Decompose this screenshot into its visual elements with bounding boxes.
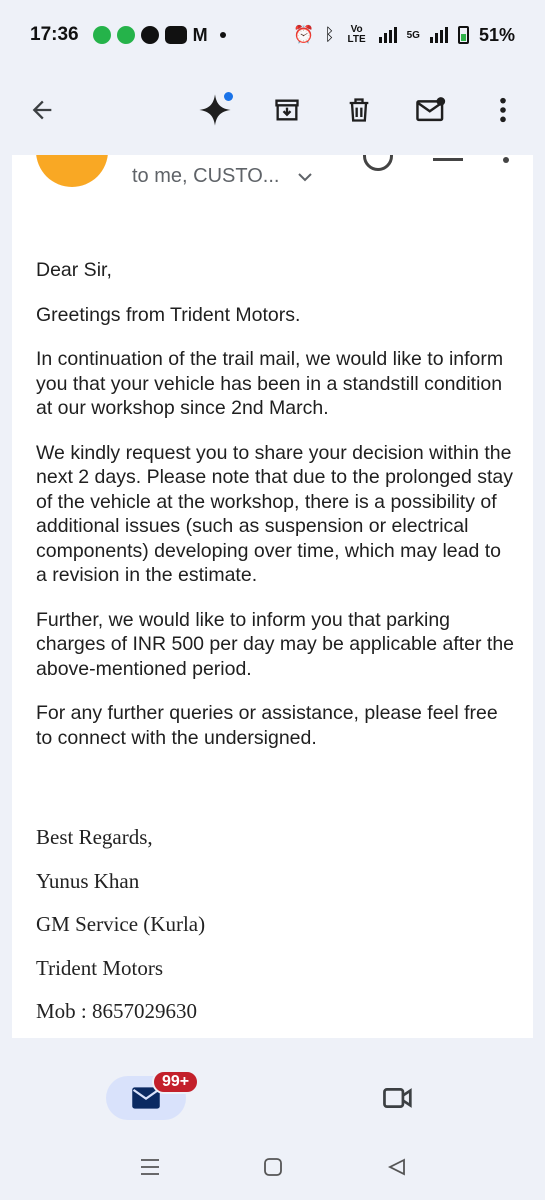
video-camera-icon — [382, 1085, 414, 1111]
bluetooth-icon: ᛒ — [324, 25, 335, 44]
status-time: 17:36 — [30, 24, 79, 45]
reply-icon[interactable] — [433, 155, 463, 161]
delete-icon — [345, 96, 373, 124]
status-bar — [0, 0, 545, 70]
signature-line: Mob : 8657029630 — [36, 999, 198, 1023]
gmail-icon: M — [192, 24, 208, 45]
header-actions-partial — [363, 155, 509, 171]
back-triangle-icon — [387, 1157, 407, 1177]
system-navigation — [0, 1145, 545, 1190]
notification-icons — [93, 25, 226, 46]
more-notifications-dot-icon — [220, 32, 226, 38]
gemini-button[interactable] — [197, 92, 233, 128]
more-options-button[interactable] — [485, 92, 521, 128]
body-paragraph: Dear Sir, — [36, 259, 112, 281]
whatsapp-icon — [93, 26, 111, 44]
status-right — [293, 25, 515, 46]
sender-avatar[interactable] — [36, 155, 108, 187]
network-type: 5G — [406, 29, 420, 41]
battery-percent: 51% — [478, 24, 515, 45]
recent-apps-button[interactable] — [136, 1153, 164, 1181]
mark-unread-button[interactable] — [413, 92, 449, 128]
unread-count-badge: 99+ — [152, 1070, 199, 1094]
body-paragraph: For any further queries or assistance, please feel free to connect with the undersigned. — [36, 702, 498, 749]
mark-unread-icon — [415, 96, 447, 124]
alarm-icon: ⏰ — [293, 25, 315, 44]
battery-icon — [458, 26, 469, 44]
body-paragraph: In continuation of the trail mail, we would like to inform you that your vehicle has been in a standstill condition at our workshop since 2nd March. — [36, 348, 504, 419]
whatsapp-business-icon — [117, 26, 135, 44]
chat-icon — [141, 26, 159, 44]
email-signature — [36, 825, 205, 1038]
menu-lines-icon — [139, 1157, 161, 1177]
message-more-icon[interactable] — [503, 157, 509, 163]
bottom-navigation — [0, 1060, 545, 1140]
body-paragraph: We kindly request you to share your decision within the next 2 days. Please note that due to the prolonged stay of the vehicle at the workshop, there is a possibility of additional issues (such as suspension or electrical components) developing over time, which may lead to a revision in the estimate. — [36, 441, 513, 586]
signature-line: Trident Motors — [36, 955, 163, 980]
signal-2-icon — [430, 27, 448, 43]
chevron-down-icon — [297, 171, 313, 183]
signature-line: GM Service (Kurla) — [36, 912, 206, 936]
gemini-dot-icon — [224, 92, 233, 101]
signal-icon — [379, 27, 397, 43]
email-content — [12, 155, 533, 1038]
archive-button[interactable] — [269, 92, 305, 128]
system-back-button[interactable] — [383, 1153, 411, 1181]
recipient-text: to me, CUSTO... — [132, 165, 280, 187]
email-body — [36, 258, 516, 770]
back-button[interactable] — [24, 92, 60, 128]
back-arrow-icon — [28, 96, 56, 124]
body-paragraph: Greetings from Trident Motors. — [36, 303, 301, 326]
uber-icon — [165, 26, 187, 44]
signature-line: Best Regards, — [36, 825, 153, 849]
signature-line: Yunus Khan — [36, 868, 140, 893]
delete-button[interactable] — [341, 92, 377, 128]
email-toolbar — [0, 75, 545, 145]
home-button[interactable] — [259, 1153, 287, 1181]
more-vert-icon — [499, 96, 507, 124]
recipient-details-toggle[interactable] — [132, 165, 313, 188]
network-label: Vo LTE — [347, 24, 366, 45]
home-square-icon — [263, 1157, 283, 1177]
body-paragraph: Further, we would like to inform you that parking charges of INR 500 per day may be applicable after the above-mentioned period. — [36, 608, 515, 680]
emoji-react-icon[interactable] — [363, 155, 393, 171]
tab-meet[interactable] — [380, 1080, 416, 1116]
archive-icon — [273, 96, 301, 124]
